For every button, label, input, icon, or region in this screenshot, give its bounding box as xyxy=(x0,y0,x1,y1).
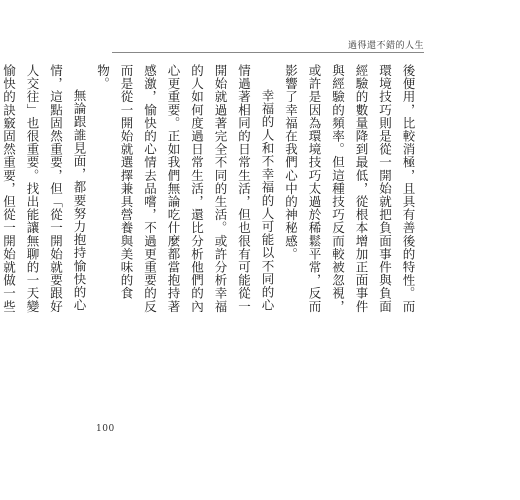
paragraph-2: 幸福的人和不幸福的人可能以不同的心情過著相同的日常生活，但也很有可能從一開始就過著完全不同的生活。或許分析幸福的人如何度過日常生活，還比分析他們的內心更重要。正如我們無論吃什麼都當抱持著感激，愉快的心情去品嚐，不過更重要的反而是從一開始就選擇兼具營養與美味的食物。 xyxy=(95,64,275,313)
page-number: 100 xyxy=(96,424,115,434)
paragraph-1: 後便用，比較消極，且具有善後的特性。而環境技巧則是從一開始就把負面事件與負面經驗的數量降到最低，從根本增加正面事件與經驗的頻率。但這種技巧反而較被忽視，或許是因為環境技巧太過於稀鬆平常，反而影響了幸福在我們心中的神秘感。 xyxy=(283,64,416,313)
paragraph-3: 無論跟誰見面，都要努力抱持愉快的心情，這點固然重要，但「從一開始就要跟好人交往」也很重要。找出能讓無聊的一天變愉快的訣竅固然重要，但從一開始就做一些 xyxy=(1,64,87,313)
header-rule xyxy=(112,52,424,53)
body-text xyxy=(1,64,420,322)
running-header: 過得還不錯的人生 xyxy=(347,41,424,51)
